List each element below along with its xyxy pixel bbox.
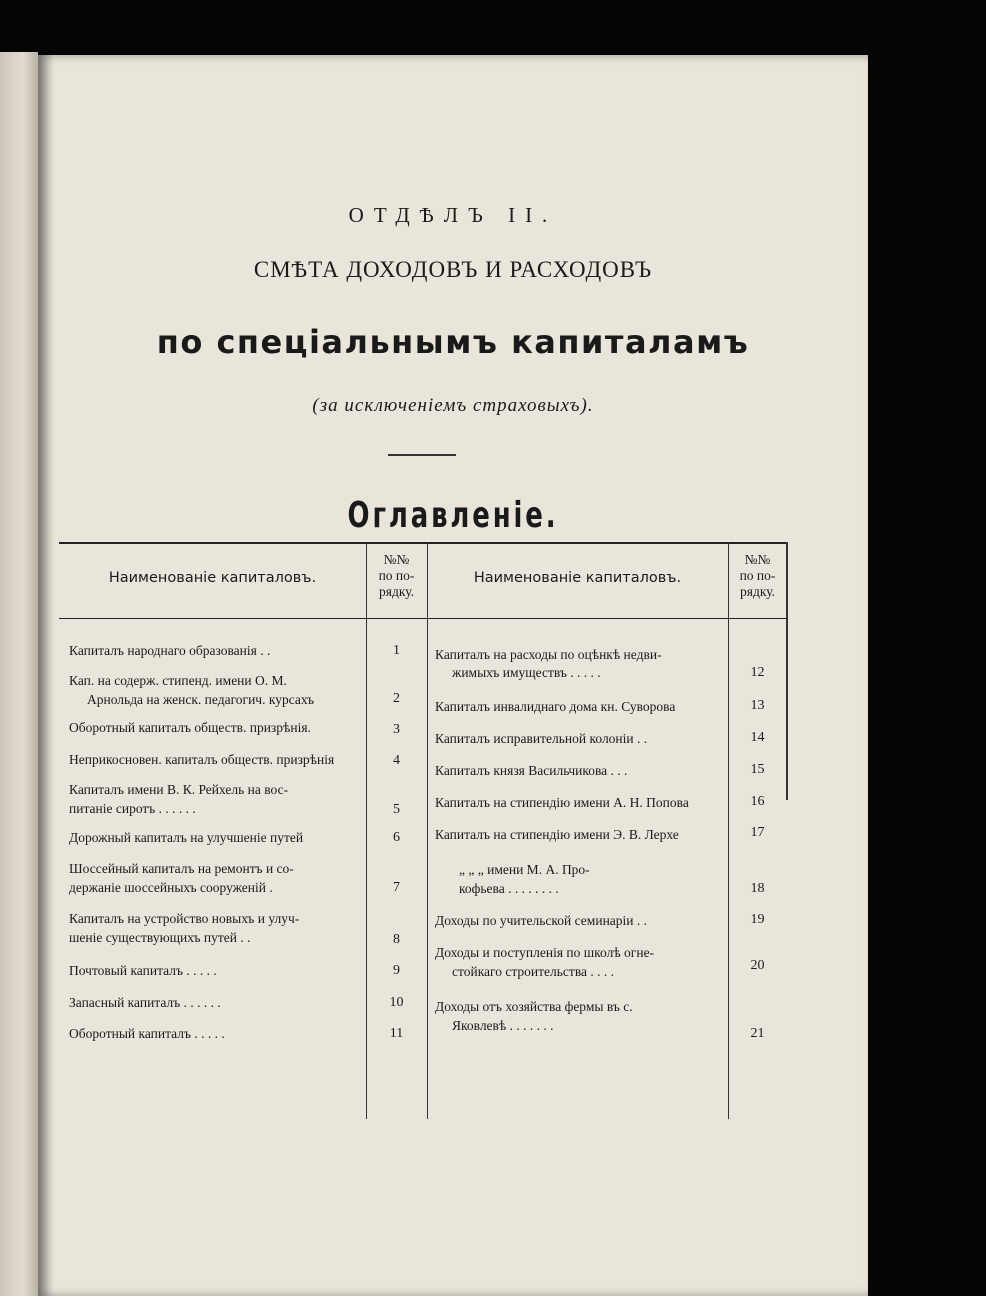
toc-entry-number: 19 (750, 912, 765, 927)
document-subtitle: по спеціальнымъ капиталамъ (156, 323, 750, 361)
toc-entry-name: Капиталъ на расходы по оцѣнкѣ недви- (435, 647, 662, 662)
header-num-line: по по- (378, 568, 415, 583)
toc-entry-name-cont: жимыхъ имуществъ . . . . . (452, 665, 601, 680)
toc-entry-name: Оборотный капиталъ обществ. призрѣнія. (69, 720, 311, 735)
toc-entry-number: 5 (393, 802, 400, 817)
header-num-line: №№ (744, 552, 771, 567)
toc-entry-name: Капиталъ народнаго образованія . . (69, 643, 271, 658)
toc-entry-number: 12 (750, 665, 765, 680)
header-num-line: по по- (739, 568, 776, 583)
toc-entry-name: Дорожный капиталъ на улучшеніе путей (69, 830, 304, 845)
header-num-left (366, 552, 427, 600)
toc-entry-name: Капиталъ инвалиднаго дома кн. Суворова (435, 699, 676, 714)
toc-entry-number: 3 (393, 722, 400, 737)
toc-entry-name: „ „ „ имени М. А. Про- (459, 862, 590, 877)
table-top-rule (59, 542, 787, 544)
toc-entry-number: 9 (393, 963, 400, 978)
header-num-right (728, 552, 787, 600)
col-divider (427, 542, 428, 1119)
toc-entry-name: Почтовый капиталъ . . . . . (69, 963, 217, 978)
toc-entry-name: Запасный капиталъ . . . . . . (69, 995, 221, 1010)
toc-entry-number: 8 (393, 932, 400, 947)
divider-rule (388, 454, 456, 456)
toc-entry-name-cont: кофьева . . . . . . . . (459, 881, 559, 896)
toc-entry-name: Капиталъ князя Васильчикова . . . (435, 763, 628, 778)
header-num-line: рядку. (379, 584, 414, 599)
toc-entry-number: 14 (750, 730, 765, 745)
left-page-edge (0, 52, 38, 1296)
toc-entry-number: 16 (750, 794, 765, 809)
toc-entry-number: 4 (393, 753, 400, 768)
toc-entry-name: Доходы по учительской семинаріи . . (435, 913, 648, 928)
toc-entry-number: 15 (750, 762, 765, 777)
toc-title: Оглавленіе. (347, 495, 559, 536)
toc-entry-name: Неприкосновен. капиталъ обществ. призрѣнія (69, 752, 335, 767)
toc-entry-number: 1 (393, 643, 400, 658)
toc-entry-name: Капиталъ на устройство новыхъ и улуч- (69, 911, 300, 926)
toc-entry-number: 17 (750, 825, 765, 840)
header-num-line: рядку. (740, 584, 775, 599)
toc-entry-name-cont: Арнольда на женск. педагогич. курсахъ (87, 692, 315, 707)
toc-entry-number: 20 (750, 958, 765, 973)
table-header-rule (59, 618, 787, 619)
toc-entry-name: Доходы и поступленія по школѣ огне- (435, 945, 655, 960)
header-name-left: Наименованіе капиталовъ. (108, 570, 317, 586)
toc-entry-number: 21 (750, 1026, 765, 1041)
toc-entry-number: 18 (750, 881, 765, 896)
toc-entry-number: 11 (389, 1026, 404, 1041)
toc-entry-number: 2 (393, 691, 400, 706)
toc-entry-name-cont: шеніе существующихъ путей . . (69, 930, 251, 945)
document-title: СМѢТА ДОХОДОВЪ И РАСХОДОВЪ (253, 257, 653, 282)
toc-entry-name: Оборотный капиталъ . . . . . (69, 1026, 225, 1041)
subtitle-note: (за исключеніемъ страховыхъ). (312, 395, 594, 416)
toc-entry-name-cont: питаніе сиротъ . . . . . . (69, 801, 196, 816)
toc-entry-name: Капиталъ исправительной колоніи . . (435, 731, 648, 746)
header-num-line: №№ (383, 552, 410, 567)
toc-entry-name: Капиталъ на стипендію имени Э. В. Лерхе (435, 827, 679, 842)
toc-entry-name-cont: стойкаго строительства . . . . (452, 964, 615, 979)
toc-entry-name: Капиталъ имени В. К. Рейхель на вос- (69, 782, 289, 797)
toc-entry-name-cont: Яковлевѣ . . . . . . . (452, 1018, 554, 1033)
section-heading: ОТДѢЛЪ II. (348, 203, 558, 227)
toc-entry-name: Капиталъ на стипендію имени А. Н. Попова (435, 795, 689, 810)
page-fold-shadow (38, 55, 54, 1296)
document-page (38, 55, 868, 1296)
toc-table (59, 542, 787, 1119)
toc-entry-number: 7 (393, 880, 400, 895)
toc-entry-name: Кап. на содерж. стипенд. имени О. М. (69, 673, 287, 688)
header-name-right: Наименованіе капиталовъ. (473, 570, 682, 586)
toc-entry-number: 13 (750, 698, 765, 713)
toc-entry-number: 10 (389, 995, 404, 1010)
toc-entry-name-cont: держаніе шоссейныхъ сооруженій . (69, 880, 273, 895)
toc-entry-name: Доходы отъ хозяйства фермы въ с. (435, 999, 633, 1014)
toc-entry-name: Шоссейный капиталъ на ремонтъ и со- (69, 861, 294, 876)
toc-entry-number: 6 (393, 830, 400, 845)
